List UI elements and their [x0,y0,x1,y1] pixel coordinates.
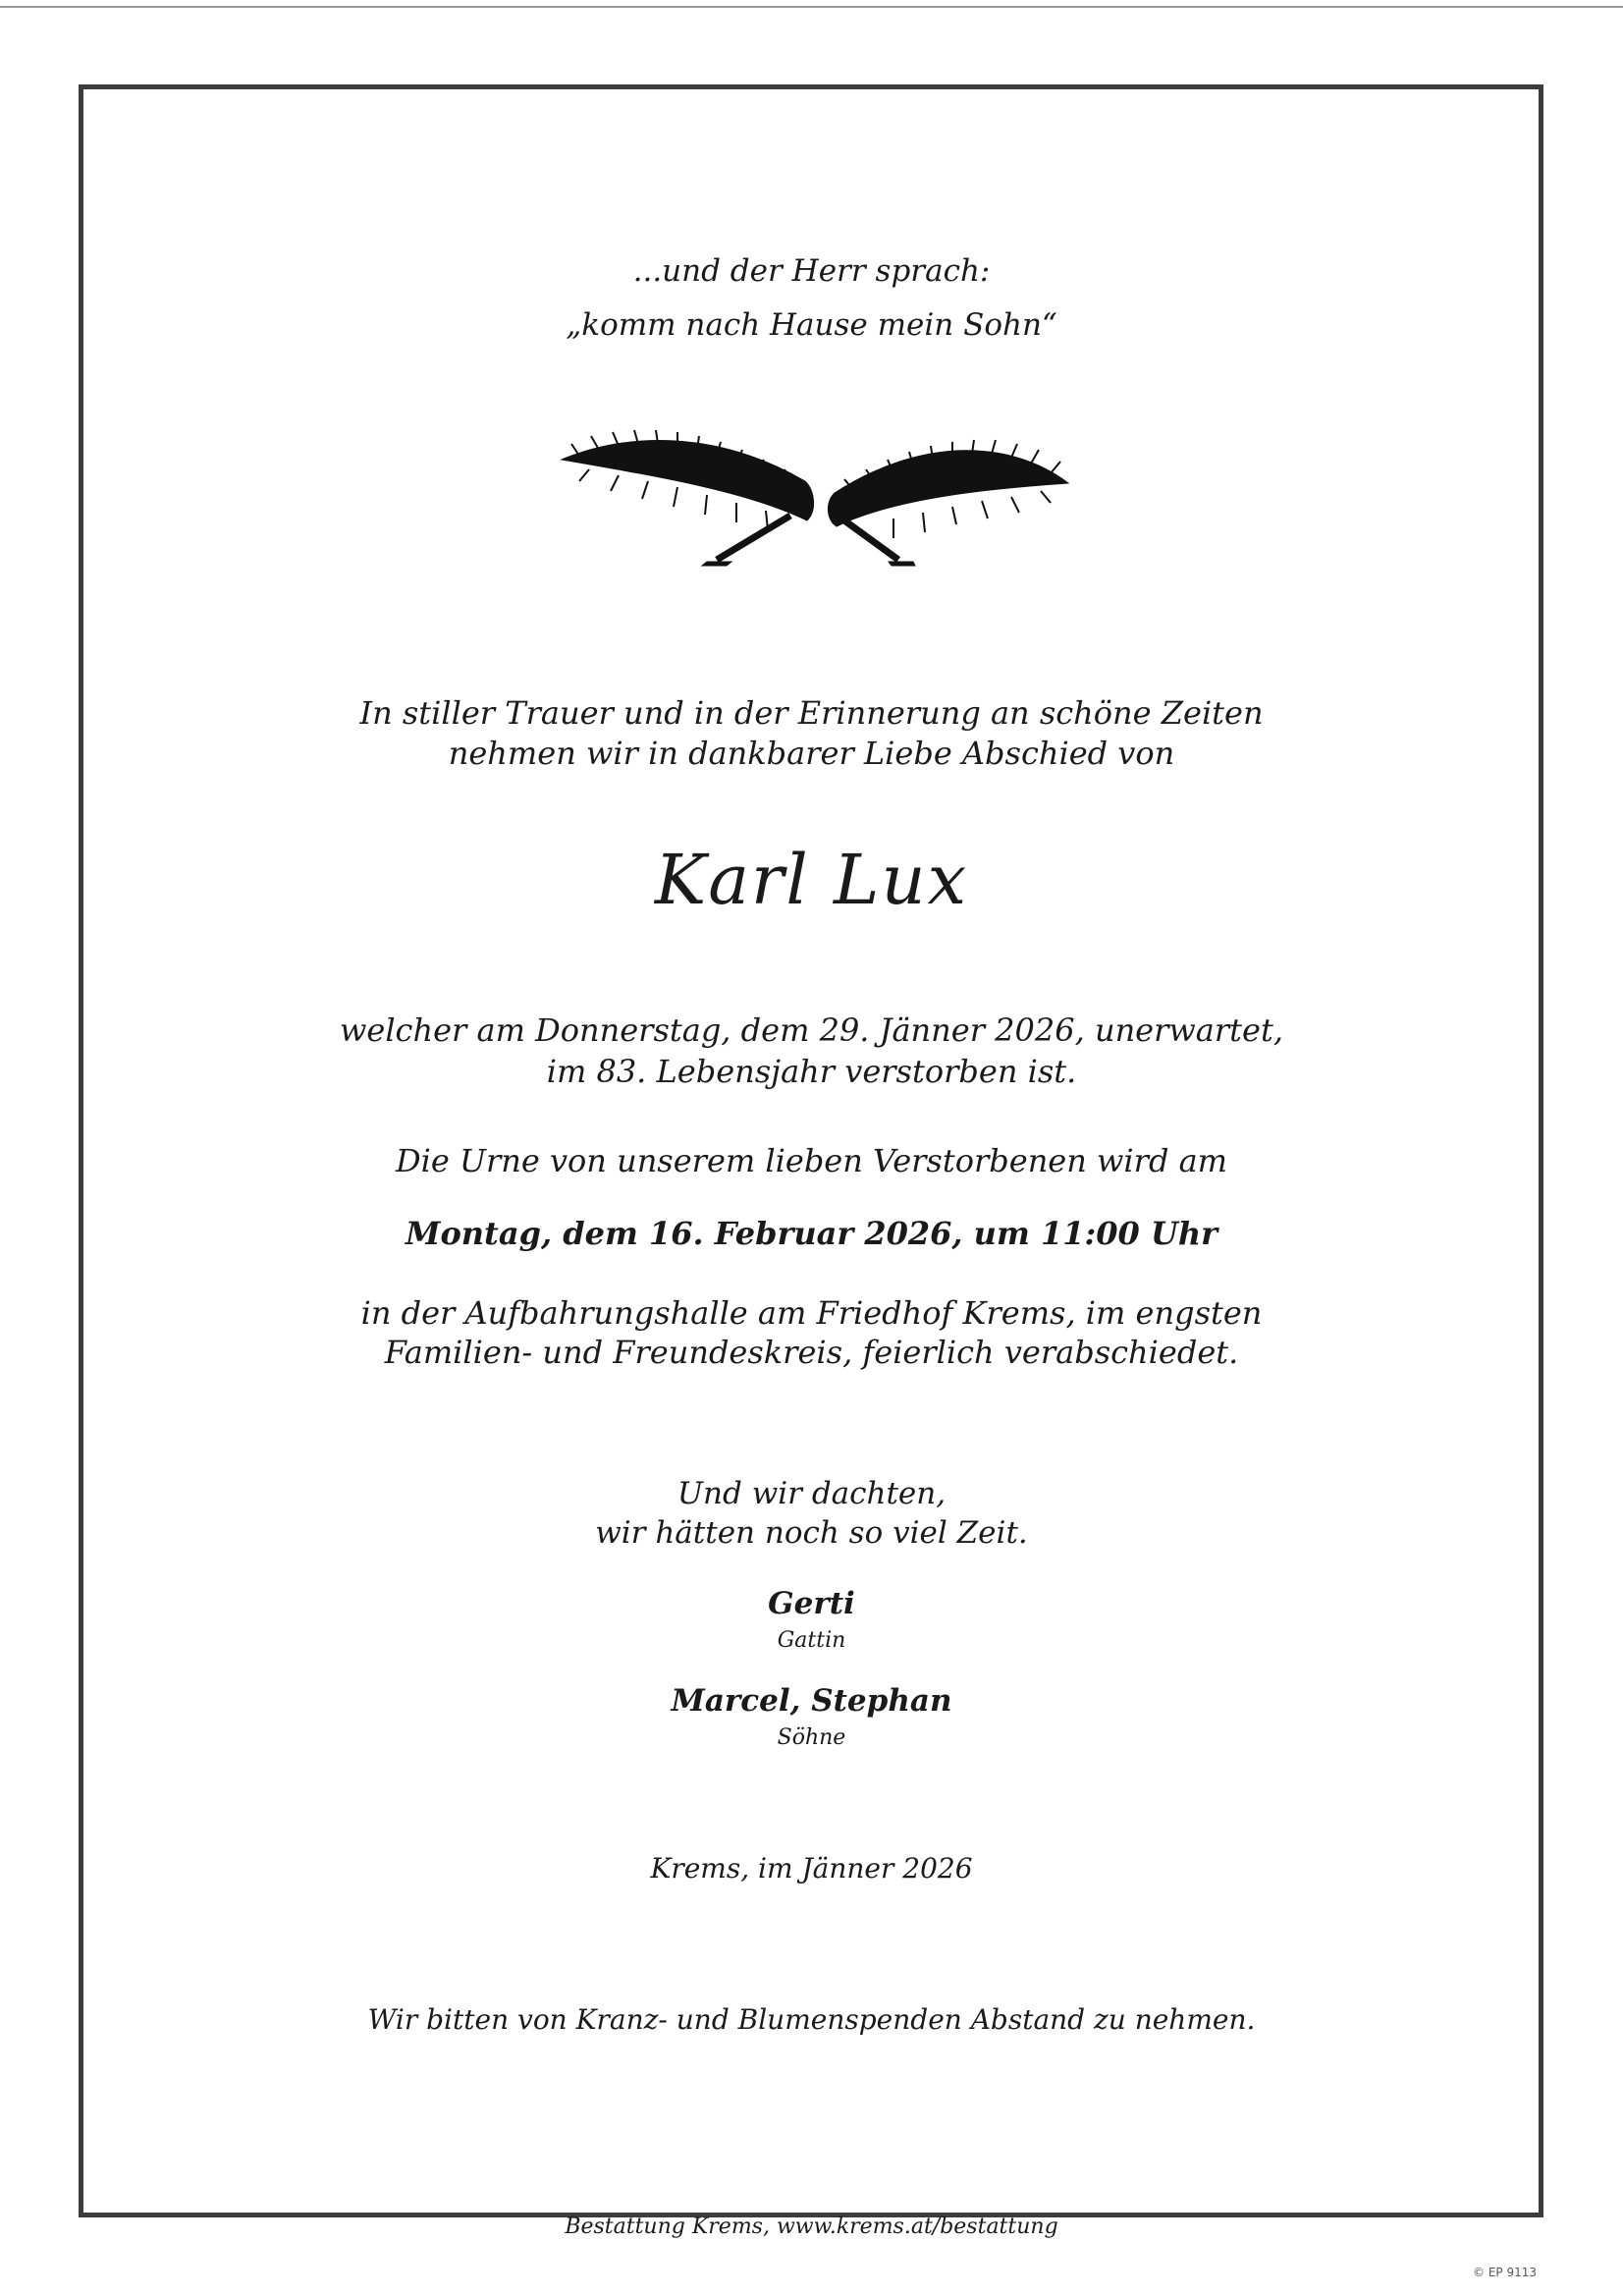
intro-line-2: nehmen wir in dankbarer Liebe Abschied von [448,735,1175,772]
deceased-name: Karl Lux [654,840,969,920]
death-line-1: welcher am Donnerstag, dem 29. Jänner 2026, unerwartet, [339,1011,1283,1049]
ceremony-line-1: in der Aufbahrungshalle am Friedhof Krems, im engsten [360,1294,1263,1332]
mourner-name: Marcel, Stephan [671,1683,952,1719]
ceremony-line-2: Familien- und Freundeskreis, feierlich verabschiedet. [384,1334,1239,1371]
mourner-relation: Gattin [777,1628,846,1653]
place-date: Krems, im Jänner 2026 [650,1852,973,1885]
palm-branches-icon [550,422,1080,570]
print-code: © EP 9113 [1473,2266,1537,2279]
top-rule [0,0,1623,8]
quote-line-2: wir hätten noch so viel Zeit. [595,1515,1028,1551]
verse-line-2: „komm nach Hause mein Sohn“ [566,307,1057,343]
intro-line-1: In stiller Trauer und in der Erinnerung an schöne Zeiten [359,694,1264,732]
ceremony-intro: Die Urne von unserem lieben Verstorbenen wird am [395,1142,1228,1179]
quote-line-1: Und wir dachten, [676,1476,947,1511]
verse-line-1: ...und der Herr sprach: [632,253,991,289]
mourner-name: Gerti [768,1586,855,1621]
mourner-relation: Söhne [777,1725,846,1750]
footer-text: Bestattung Krems, www.krems.at/bestattung [565,2214,1058,2239]
ceremony-date: Montag, dem 16. Februar 2026, um 11:00 Uhr [406,1215,1217,1252]
death-line-2: im 83. Lebensjahr verstorben ist. [546,1053,1077,1090]
request-note: Wir bitten von Kranz- und Blumenspenden Abstand zu nehmen. [367,2003,1256,2036]
